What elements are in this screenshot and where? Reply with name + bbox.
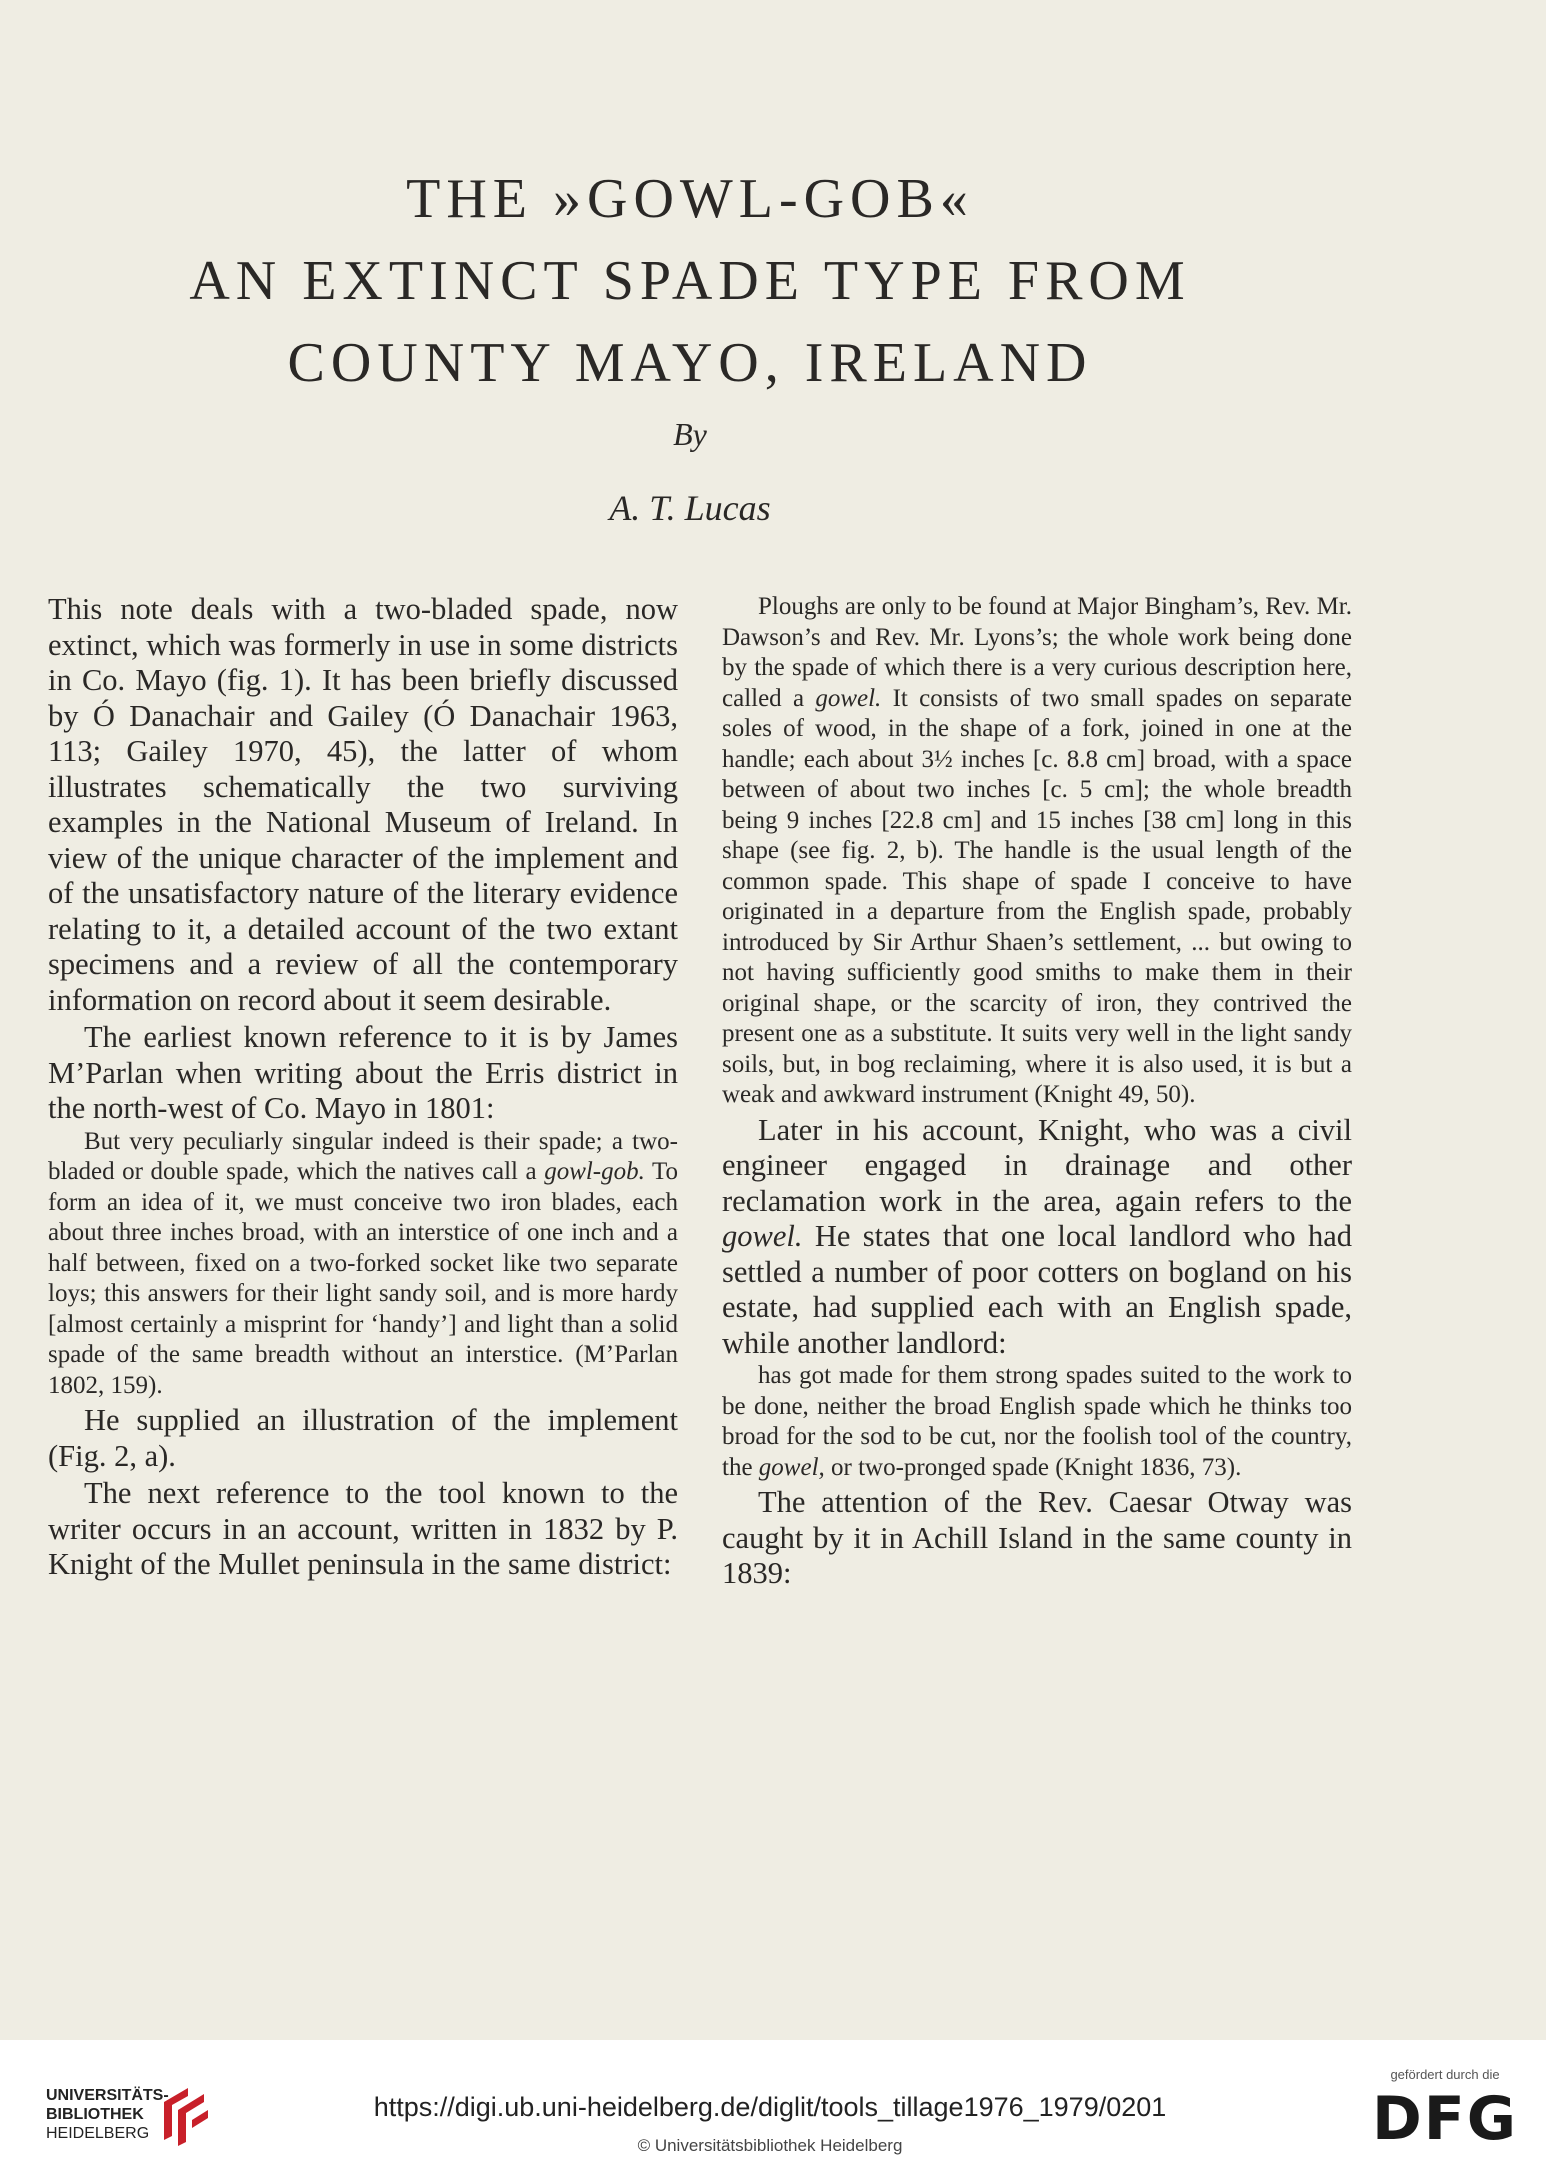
- library-logo-icon: [158, 2080, 214, 2150]
- paragraph-next-reference: The next reference to the tool known to the writer occurs in an account, written in 1832 by P. Knight of the Mullet peninsula in the same district:: [48, 1476, 678, 1581]
- quote-mparlan: But very peculiarly singular indeed is their spade; a two-bladed or double spade, which the natives call a gowl-gob. To form an idea of it, we must conceive two iron blades, each about three inches broad, with an interstice of one inch and a half between, fixed on a two-forked socket like two separate loys; this answers for their light sandy soil, and is more hardy [almost certainly a misprint for ‘handy’] and light than a solid spade of the same breadth without an interstice. (M’Parlan 1802, 159).: [48, 1127, 679, 1399]
- quote-knight-1832: Ploughs are only to be found at Major Bingham’s, Rev. Mr. Dawson’s and Rev. Mr. Lyons’s; the whole work being done by the spade of which there is a very curious description here, called a gowel. It consists of two small spades on separate soles of wood, in the shape of a fork, joined in one at the handle; each about 3½ inches [c. 8.8 cm] broad, with a space between of about two inches [c. 5 cm]; the whole breadth being 9 inches [22.8 cm] and 15 inches [38 cm] long in this shape (see fig. 2, b). The handle is the usual length of the common spade. This shape of spade I conceive to have originated in a departure from the English spade, probably introduced by Sir Arthur Shaen’s settlement, ... but owing to not having sufficiently good smiths to make them in their original shape, or the scarcity of iron, they contrived the present one as a substitute. It suits very well in the light sandy soils, but, in bog reclaiming, where it is also used, it is but a weak and awkward instrument (Knight 49, 50).: [722, 593, 1353, 1108]
- paragraph-otway: The attention of the Rev. Caesar Otway was caught by it in Achill Island in the same county in 1839:: [722, 1485, 1352, 1590]
- paragraph-knight-later: Later in his account, Knight, who was a civil engineer engaged in drainage and other reclamation work in the area, again refers to the gowel. He states that one local landlord who had settled a number of poor cotters on bogland on his estate, had supplied each with an English spade, while another landlord:: [722, 1112, 1352, 1360]
- byline: By: [673, 416, 707, 452]
- right-column: [722, 592, 1352, 1592]
- title-line-3: COUNTY MAYO, IRELAND: [287, 332, 1093, 394]
- term-gowel: gowel.: [815, 684, 882, 712]
- title-line-2: AN EXTINCT SPADE TYPE FROM: [189, 250, 1191, 312]
- title-line-1: THE »GOWL-GOB«: [406, 168, 974, 230]
- term-gowl-gob: gowl-gob.: [544, 1158, 645, 1185]
- term-gowel-3: gowel,: [758, 1453, 825, 1481]
- paragraph-illustration: He supplied an illustration of the implement (Fig. 2, a).: [48, 1403, 678, 1473]
- permalink-url[interactable]: https://digi.ub.uni-heidelberg.de/diglit/tools_tillage1976_1979/0201: [373, 2092, 1167, 2122]
- term-gowel-2: gowel.: [722, 1219, 803, 1253]
- funding-note: gefördert durch die: [1390, 2067, 1500, 2082]
- library-name: UNIVERSITÄTS- BIBLIOTHEK HEIDELBERG: [46, 2087, 169, 2142]
- copyright-notice: © Universitätsbibliothek Heidelberg: [637, 2136, 903, 2155]
- paragraph-intro: This note deals with a two-bladed spade, now extinct, which was formerly in use in some districts in Co. Mayo (fig. 1). It has been briefly discussed by Ó Danachair and Gailey (Ó Danachair 1963, 113; Gailey 1970, 45), the latter of whom illustrates schematically the two surviving examples in the National Museum of Ireland. In view of the unique character of the implement and of the unsatisfactory nature of the literary evidence relating to it, a detailed account of the two extant specimens and a review of all the contemporary information on record about it seem desirable.: [48, 592, 678, 1017]
- quote-knight-1836: has got made for them strong spades suited to the work to be done, neither the broad English spade which he thinks too broad for the sod to be cut, nor the foolish tool of the country, the gowel, or two-pronged spade (Knight 1836, 73).: [722, 1362, 1352, 1481]
- author-name: A. T. Lucas: [609, 488, 771, 528]
- paragraph-earliest-reference: The earliest known reference to it is by James M’Parlan when writing about the Erris district in the north-west of Co. Mayo in 1801:: [48, 1020, 678, 1125]
- dfg-logo: DFG: [1371, 2084, 1519, 2154]
- left-column: [48, 592, 678, 1583]
- article-title: [0, 158, 1380, 404]
